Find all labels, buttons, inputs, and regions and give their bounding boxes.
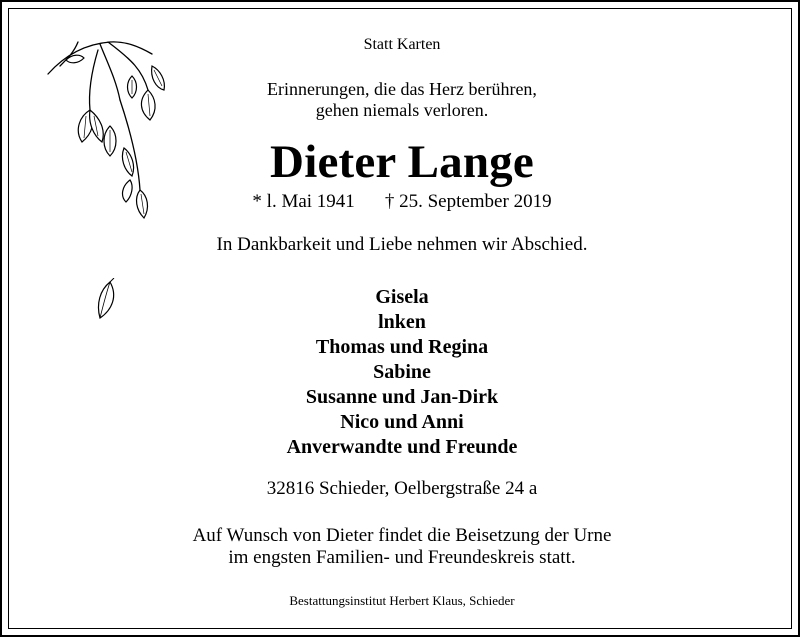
mourner: lnken [378,311,426,333]
deceased-name: Dieter Lange [270,136,534,188]
mourner: Sabine [373,361,431,383]
farewell-line: In Dankbarkeit und Liebe nehmen wir Abschied. [216,234,588,255]
motto-line: Erinnerungen, die das Herz berühren, [267,79,537,99]
mourner: Gisela [375,286,429,308]
birth-date: * l. Mai 1941 [252,191,355,212]
undertaker: Bestattungsinstitut Herbert Klaus, Schieder [289,593,515,608]
motto [2,79,800,121]
life-dates [2,191,800,213]
mourners-list [2,285,800,460]
death-date: † 25. September 2019 [384,191,552,212]
pre-heading: Statt Karten [363,36,441,53]
mourner: Thomas und Regina [315,336,489,358]
burial-notice [2,525,800,569]
burial-notice-line: im engsten Familien- und Freundeskreis statt. [228,547,576,568]
mourner: Susanne und Jan-Dirk [305,386,499,408]
motto-line: gehen niemals verloren. [315,100,489,120]
burial-notice-line: Auf Wunsch von Dieter findet die Beisetzung der Urne [192,525,612,546]
mourner: Nico und Anni [340,411,464,433]
mourner: Anverwandte und Freunde [286,436,518,458]
address: 32816 Schieder, Oelbergstraße 24 a [266,478,538,499]
